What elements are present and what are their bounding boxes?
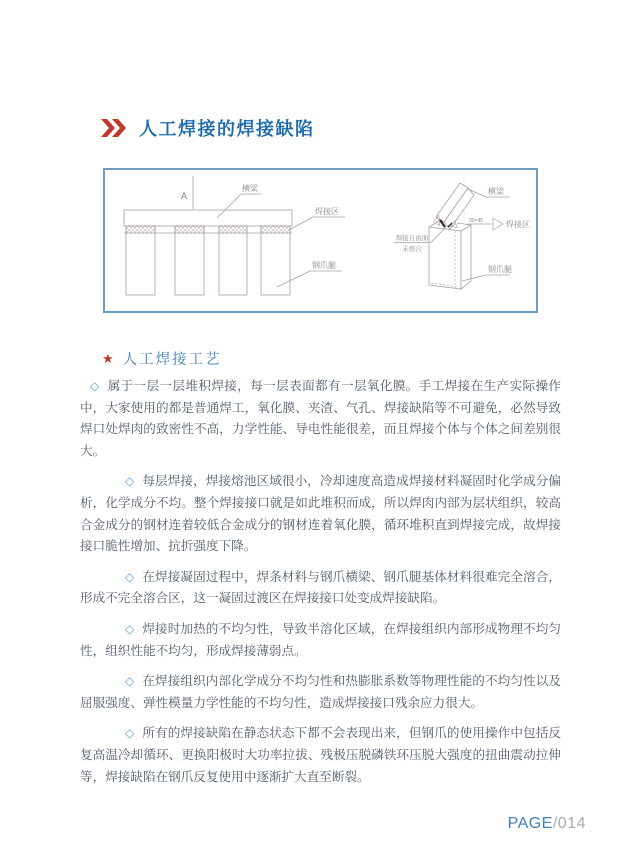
welding-diagram — [105, 170, 536, 311]
paragraph-text: 所有的焊接缺陷在静态状态下都不会表现出来，但钢爪的使用操作中包括反复高温冷却循环、更换阳极时大功率拉拔、残极压脱磷铁环压脱大强度的扭曲震动拉伸等，焊接缺陷在钢爪反复使用中逐渐扩大直至断裂。 — [80, 726, 561, 784]
paragraph — [80, 671, 561, 714]
page-title: 人工焊接的焊接缺陷 — [139, 119, 315, 139]
paragraph — [80, 376, 561, 462]
paragraph-text: 在焊接组织内部化学成分不均匀性和热膨胀系数等物理性能的不均匀性以及屈服强度、弹性模量力学性能的不均匀性，造成焊接接口残余应力很大。 — [80, 674, 561, 710]
double-chevron-icon — [101, 119, 128, 137]
section-a-label: A — [181, 191, 188, 201]
paragraph — [80, 723, 561, 788]
section-heading-row — [102, 348, 222, 369]
weld-zone-label-right: 焊接区 — [506, 220, 530, 229]
defect-label-line1: 焊接自由面 — [395, 235, 429, 242]
footer-page-label: PAGE — [507, 815, 553, 832]
star-icon: ★ — [102, 351, 114, 366]
diamond-bullet-icon: ◇ — [125, 726, 135, 741]
paragraph — [80, 619, 561, 662]
paragraph-text: 每层焊接，焊接熔池区域很小，冷却速度高造成焊接材料凝固时化学成分偏析，化学成分不均。整个焊接接口就是如此堆积而成，所以焊肉内部为层状组织，较高合金成分的钢材连着较低合金成分的钢材连着氧化膜，循环堆积直到焊接完成，故焊接接口脆性增加、抗折强度下降。 — [80, 474, 561, 554]
diamond-bullet-icon: ◇ — [125, 674, 135, 689]
paragraph-text: 焊接时加热的不均匀性，导致半溶化区域，在焊接组织内部形成物理不均匀性，组织性能不均匀，形成焊接薄弱点。 — [80, 621, 561, 658]
footer-page-number: /014 — [552, 815, 586, 832]
figure-box — [103, 168, 538, 313]
paragraph-text: 在焊接凝固过程中，焊条材料与钢爪横梁、钢爪腿基体材料很难完全溶合，形成不完全溶合区，这一凝固过渡区在焊接接口处变成焊接缺陷。 — [80, 569, 561, 606]
paragraph-text: 属于一层一层堆积焊接，每一层表面都有一层氧化膜。手工焊接在生产实际操作中，大家使用的都是普通焊工，氧化膜、夹渣、气孔、焊接缺陷等不可避免，必然导致焊口处焊肉的致密性不高，力学性能、导电性能很差，而且焊接个体与个体之间差别很大。 — [80, 379, 562, 458]
beam-label-right: 横梁 — [488, 187, 504, 196]
section-heading: 人工焊接工艺 — [122, 352, 222, 368]
front-view-labels — [181, 183, 339, 270]
weld-zone-label-left: 焊接区 — [315, 207, 339, 216]
defect-label-line2: 未熔合 — [402, 246, 422, 253]
diamond-bullet-icon: ◇ — [125, 569, 135, 584]
leg-label-left: 钢爪腿 — [312, 261, 336, 270]
beam-label-left: 横梁 — [242, 184, 258, 193]
page-header — [101, 115, 315, 141]
paragraph — [80, 567, 561, 610]
front-view-drawing — [124, 176, 345, 295]
weld-dimension-label: 30×45 — [469, 218, 484, 224]
diamond-bullet-icon: ◇ — [125, 621, 135, 636]
diamond-bullet-icon: ◇ — [90, 379, 100, 393]
diamond-bullet-icon: ◇ — [125, 474, 135, 489]
page-footer — [0, 815, 586, 833]
leg-label-right: 钢爪腿 — [488, 265, 512, 274]
body-content — [80, 376, 561, 797]
paragraph — [80, 471, 561, 557]
